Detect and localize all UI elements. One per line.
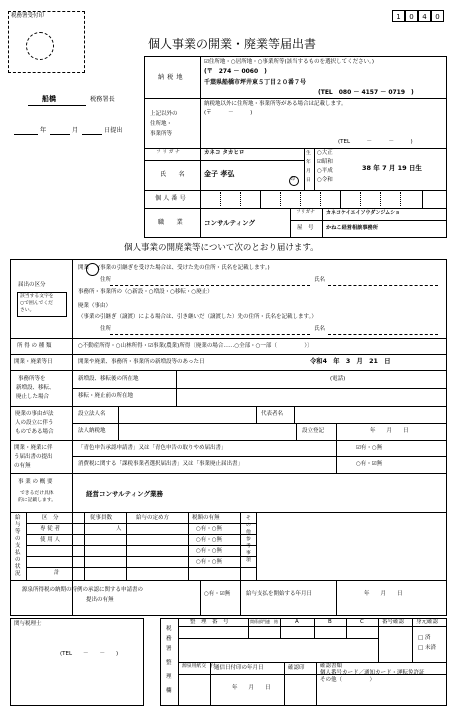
business-note-1: できるだけ具体 (20, 491, 54, 496)
office-h2-2: 通信日付印の年月日 (214, 665, 264, 671)
office-doc-2: 個人番号カード／通知カード・運転免許証 (320, 670, 425, 676)
salary-other-6: 事 (246, 551, 251, 556)
office-check-2[interactable]: □ 未済 (418, 645, 436, 651)
furigana-label: フ リ ガ ナ (156, 150, 180, 155)
form-title: 個人事業の開業・廃業等届出書 (148, 37, 317, 51)
office-h1-4: B (328, 619, 332, 625)
nozeichi-label: 納税地 (158, 74, 186, 81)
salary-row-1-kubun: 専 従 者 (40, 526, 60, 532)
relocation-label-3: 廃止した場合 (16, 394, 50, 400)
kubun-shimei-2: 氏名 (314, 326, 326, 332)
relocation-label-1: 事務所等を (18, 376, 46, 382)
kubun-kaigyo[interactable]: 開業 (78, 265, 90, 271)
other-address-label-3: 事業所等 (150, 131, 173, 137)
salary-other-2: の (246, 523, 251, 528)
salary-other-1: そ (246, 516, 251, 521)
blue-row-2: 消費税に関する「課税事業者選択届出書」又は「事業廃止届出書」 (78, 461, 244, 467)
other-address-note: 納税地以外に住所地・事業所等がある場合は記載します。 (204, 101, 347, 107)
accountant-box (10, 618, 144, 706)
corp-place-label: 法人納税地 (78, 428, 106, 434)
salary-header-kubun: 区 分 (42, 515, 59, 521)
yago-furigana-value[interactable]: カネコケイエイソウダンジムショ (326, 210, 401, 216)
main-table (10, 259, 447, 616)
form-code-4: 0 (431, 10, 444, 22)
office-side-4: 整 (166, 660, 172, 666)
other-address-label-1: 上記以外の (150, 111, 178, 117)
mynumber-label: 個 人 番 号 (155, 195, 186, 202)
accountant-label: 関与税理士 (14, 621, 42, 627)
submit-month: 月 (72, 127, 79, 134)
corp-label-1: 廃業の事由が法 (15, 411, 54, 417)
blue-label-3: の有無 (14, 463, 31, 469)
office-h1-3: A (295, 619, 299, 625)
kubun-addr-1: 住所 (100, 277, 112, 283)
corp-name-label: 設立法人名 (78, 411, 106, 417)
salary-row-2-tax[interactable]: ○有・○無 (196, 537, 223, 543)
office-h1-7: 身元確認 (416, 619, 439, 625)
nozeichi-tel[interactable]: (TEL 080 － 4157 － 0719 ) (318, 89, 414, 96)
kubun-label: 届出の区分 (18, 282, 46, 288)
nozeichi-address[interactable]: 千葉県船橋市坪井東５丁目２０番７号 (204, 79, 307, 86)
office-side-6: 欄 (166, 688, 172, 694)
kubun-office-row[interactable]: 事務所・事業所の（○新設・○増設・○移転・○廃止） (78, 289, 213, 295)
subtitle: 個人事業の開廃業等について次のとおり届けます。 (124, 243, 319, 253)
birth-label-1: 生 (306, 151, 311, 156)
occupation-label: 職 業 (158, 219, 183, 226)
salary-row-4-tax[interactable]: ○有・○無 (196, 559, 223, 565)
business-value[interactable]: 経営コンサルティング業務 (86, 490, 164, 498)
gensen-label-2: 提出の有無 (86, 597, 114, 603)
office-doc-1: 確認書類 (320, 663, 343, 669)
birth-label-3: 月 (306, 169, 311, 174)
salary-side-8: 状 (15, 564, 21, 570)
yago-value[interactable]: かねこ経営相談事務所 (326, 225, 378, 231)
office-suffix: 税務署長 (90, 96, 115, 103)
corp-reg-label: 設立登記 (302, 428, 325, 434)
salary-header-count: 従事員数 (90, 515, 113, 521)
stamp-label: 税務署受付印 (11, 13, 45, 19)
nozeichi-options[interactable]: ☑住所地・○居所地・○事業所等(該当するものを選択してください。) (204, 59, 375, 65)
name-label: 氏 名 (160, 171, 185, 178)
gensen-start: 給与支払を開始する年月日 (246, 591, 313, 597)
kubun-note-1: 該当する文字を (20, 294, 54, 299)
date-row-label: 開業・廃業等日 (14, 359, 53, 365)
office-date: 年 月 日 (232, 685, 271, 691)
office-h1-2: 関係部門連 絡 (250, 619, 278, 624)
birth-label-2: 年 (306, 160, 311, 165)
office-h1-6: 番号確認 (382, 619, 405, 625)
office-h2-3: 確認印 (288, 665, 305, 671)
kubun-addr-2: 住所 (100, 326, 112, 332)
salary-row-1-count: 人 (116, 526, 122, 532)
form-code-3: 4 (418, 10, 431, 22)
birth-date[interactable]: 38 年 7 月 19 日生 (362, 164, 422, 172)
relocation-label-2: 新増設、移転、 (16, 385, 55, 391)
office-side-1: 税 (166, 626, 172, 632)
salary-side-7: の (15, 557, 21, 563)
name-value[interactable]: 金子 孝弘 (204, 170, 235, 178)
business-label: 事 業 の 概 要 (18, 479, 53, 485)
corp-label-3: ものである場合 (15, 429, 54, 435)
accountant-tel[interactable]: (TEL － － ) (60, 651, 119, 657)
form-code-1: 1 (392, 10, 405, 22)
nozeichi-postal[interactable]: (〒 274 － 0060 ) (204, 68, 267, 75)
birth-label-4: 日 (306, 178, 311, 183)
occupation-value[interactable]: コンサルティング (204, 219, 256, 227)
other-address-postal[interactable]: (〒 － ) (204, 110, 253, 116)
yago-label: 屋 号 (297, 225, 314, 231)
salary-row-2-kubun: 使 用 人 (40, 537, 60, 543)
blue-label-2: う届出書の提出 (14, 454, 53, 460)
kubun-shimei-1: 氏名 (314, 277, 326, 283)
birth-era-3[interactable]: ○平成 (317, 168, 333, 174)
office-name[interactable]: 船橋 (42, 95, 56, 103)
gensen-value[interactable]: ○有・☑無 (204, 591, 231, 597)
blue-label-1: 開業・廃業に伴 (14, 445, 53, 451)
salary-other-5: 考 (246, 544, 251, 549)
salary-side-6: 払 (15, 550, 21, 556)
kubun-note-2: ○で囲んでくだ (20, 301, 53, 306)
income-value[interactable]: ○不動産所得・○山林所得・☑事業(農業)所得〔廃業の場合……○全部・○一部（ ）〕 (78, 343, 313, 349)
office-check-1[interactable]: □ 済 (418, 635, 431, 641)
salary-row-1-tax[interactable]: ○有・○無 (196, 526, 223, 532)
kubun-haigyo-note: （事業の引継ぎ（譲渡）による場合は、引き継いだ（譲渡した）先の住所・氏名を記載します。） (78, 314, 317, 320)
kubun-kaigyo-note: (事業の引継ぎを受けた場合は、受けた先の住所・氏名を記載します。) (98, 265, 270, 271)
salary-other-3: 他 (246, 530, 251, 535)
blue-row-1: 「青色申告承認申請書」又は「青色申告の取りやめ届出書」 (78, 445, 227, 451)
kubun-note-3: さい。 (20, 308, 35, 313)
kubun-haigyo[interactable]: 廃業（事由） (78, 303, 112, 309)
salary-header-method: 給与の定め方 (136, 515, 170, 521)
birth-era-4[interactable]: ○令和 (317, 177, 333, 183)
gensen-date[interactable]: 年 月 日 (364, 591, 403, 597)
salary-header-tax: 税額の有無 (192, 515, 220, 521)
salary-other-4: 参 (246, 537, 251, 542)
blue-answer-2[interactable]: ○有・☑無 (356, 461, 383, 467)
stamp-circle (26, 32, 54, 60)
office-h1-1: 整 理 番 号 (190, 619, 229, 625)
corp-rep-label: 代表者名 (261, 411, 284, 417)
yago-furigana-label: フリガナ (296, 210, 315, 215)
office-h1-5: C (360, 619, 364, 625)
date-row-date[interactable]: 令和4 年 3 月 21 日 (310, 358, 391, 365)
salary-side-1: 給 (15, 515, 21, 521)
date-row-text: 開業や廃業、事務所・事業所の新増設等のあった日 (78, 359, 205, 365)
form-code-2: 0 (405, 10, 418, 22)
submit-day: 日提出 (104, 127, 123, 134)
salary-side-4: の (15, 536, 21, 542)
submit-year: 年 (40, 127, 47, 134)
income-label: 所 得 の 種 類 (17, 343, 52, 349)
mynumber-cells[interactable] (200, 190, 447, 208)
other-address-tel[interactable]: (TEL － － ) (338, 139, 413, 145)
corp-reg-date[interactable]: 年 月 日 (370, 428, 409, 434)
office-side-3: 署 (166, 646, 172, 652)
office-side-5: 理 (166, 674, 172, 680)
salary-other-7: 項 (246, 558, 251, 563)
salary-row-3-tax[interactable]: ○有・○無 (196, 548, 223, 554)
salary-side-3: 等 (15, 529, 21, 535)
business-note-2: 的に記載します。 (18, 498, 56, 503)
birth-era-1[interactable]: ○大正 (317, 150, 333, 156)
salary-side-5: 支 (15, 543, 21, 549)
blue-answer-1[interactable]: ☑有・○無 (356, 445, 383, 451)
other-address-label-2: 住所地・ (150, 121, 173, 127)
salary-total: 計 (54, 570, 60, 576)
salary-side-2: 与 (15, 522, 21, 528)
relocation-row-2: 移転・廃止前の所在地 (78, 393, 134, 399)
seal-label: 印 (290, 176, 295, 182)
office-doc-3: その他（ ） (320, 677, 376, 683)
relocation-tel: (電話) (330, 376, 346, 382)
office-h2-1: 源泉用紙交 付 (182, 664, 216, 669)
corp-label-2: 人の設立に伴う (15, 420, 54, 426)
office-side-2: 務 (166, 636, 172, 642)
gensen-label-1: 源泉所得税の納期の特例の承認に関する申請書の (22, 587, 144, 593)
relocation-row-1: 新増設、移転後の所在地 (78, 376, 139, 382)
salary-side-9: 況 (15, 571, 21, 577)
furigana-value[interactable]: カネコ タカヒロ (204, 150, 245, 156)
birth-era-2[interactable]: ☑昭和 (317, 159, 333, 165)
